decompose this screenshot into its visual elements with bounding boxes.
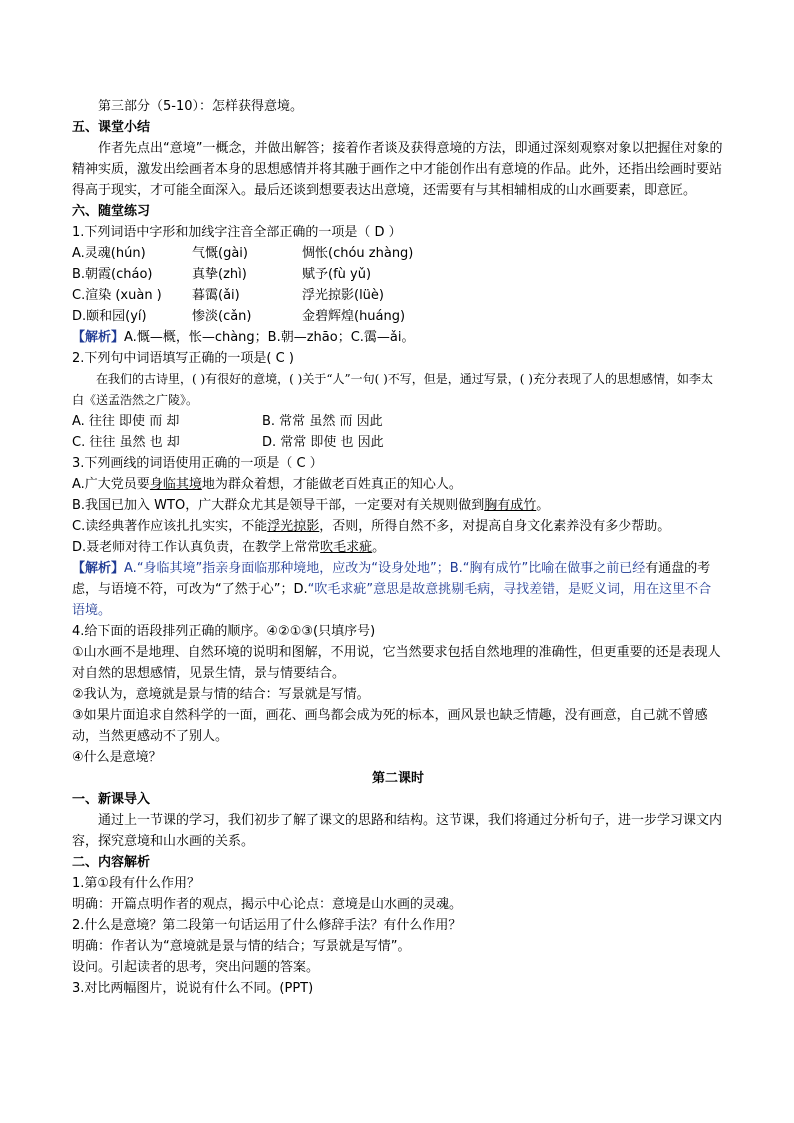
- q3-a-pre: A.广大党员要: [72, 477, 150, 492]
- q1-b-2: 真挚(zhì): [192, 267, 247, 282]
- q4-sentence-2: ②我认为，意境就是景与情的结合：写景就是写情。: [72, 687, 370, 702]
- q2-option-b: B. 常常 虽然 而 因此: [262, 414, 383, 429]
- q3-c-post: ，否则，所得自然不多，对提高自身文化素养没有多少帮助。: [319, 519, 671, 534]
- q3-d-post: 。: [372, 540, 386, 555]
- q1-c-3: 浮光掠影(lüè): [302, 288, 384, 303]
- q3-option-b: [72, 495, 724, 516]
- q4-sentence-4: ④什么是意境？: [72, 750, 162, 765]
- document-page: [72, 96, 724, 999]
- q3-a-post: 地为群众着想，才能做老百姓真正的知心人。: [201, 477, 462, 492]
- q4-sentence-3: ③如果片面追求自然科学的一面，画花、画鸟都会成为死的标本，画风景也缺乏情趣，没有画意，自己就不曾感动，当然更感动不了别人。: [72, 708, 708, 744]
- analysis-tag: 【解析】: [72, 330, 125, 345]
- q1-a-2: 气慨(gài): [192, 246, 248, 261]
- question-3: 3.下列画线的词语使用正确的一项是（ C ）: [72, 456, 323, 471]
- q2-option-d: D. 常常 即使 也 因此: [262, 435, 384, 450]
- q3-d-pre: D.聂老师对待工作认真负责，在教学上常常: [72, 540, 321, 555]
- part3-line: 第三部分（5-10）：怎样获得意境。: [98, 99, 304, 114]
- q3-analysis-part2: 有通盘的考虑，与语境不符，可改为“了然于心”；D.: [72, 561, 711, 597]
- q3-analysis-part1: A.“身临其境”指亲身面临那种境地，应改为“设身处地”；B.“胸有成竹”比喻在做事之前已经: [124, 561, 646, 576]
- content-q2: 2.什么是意境？第二段第一句话运用了什么修辞手法？有什么作用？: [72, 918, 462, 933]
- analysis-tag: 【解析】: [72, 561, 125, 576]
- summary-paragraph: 作者先点出“意境”一概念，并做出解答；接着作者谈及获得意境的方法，即通过深刻观察对象以把握住对象的精神实质，激发出绘画者本身的思想感情并将其融于画作之中才能创作出有意境的作品。此外，还指出绘画时要站得高于现实，才可能全面深入。最后还谈到想要表达出意境，还需要有与其相辅相成的山水画要素，即意匠。: [72, 141, 723, 198]
- q3-c-underlined: 浮光掠影: [267, 519, 320, 534]
- q1-d-3: 金碧辉煌(huáng): [302, 309, 406, 324]
- section-heading-analysis: 二、内容解析: [72, 855, 151, 870]
- q2-option-row: [72, 411, 724, 432]
- q4-sentence-1: ①山水画不是地理、自然环境的说明和图解，不用说，它当然要求包括自然地理的准确性，但更重要的还是表现人对自然的思想感情，见景生情，景与情要结合。: [72, 645, 721, 681]
- q2-option-c: C. 往往 虽然 也 却: [72, 435, 180, 450]
- question-1: 1.下列词语中字形和加线字注音全部正确的一项是（ D ）: [72, 225, 402, 240]
- q3-analysis: [72, 558, 724, 621]
- q3-c-pre: C.读经典著作应该扎扎实实，不能: [72, 519, 268, 534]
- q3-d-underlined: 吹毛求疵: [320, 540, 373, 555]
- q1-a-1: A.灵魂(hún): [72, 246, 146, 261]
- content-q1-answer: 明确：开篇点明作者的观点，揭示中心论点：意境是山水画的灵魂。: [72, 897, 463, 912]
- q3-b-pre: B.我国已加入 WTO，广大群众尤其是领导干部，一定要对有关规则做到: [72, 498, 485, 513]
- q3-a-underlined: 身临其境: [149, 477, 202, 492]
- q1-b-3: 赋予(fù yǔ): [302, 267, 372, 282]
- section-heading-intro: 一、新课导入: [72, 792, 151, 807]
- q1-option-row: [72, 285, 724, 306]
- content-q3: 3.对比两幅图片，说说有什么不同。(PPT): [72, 981, 314, 996]
- q1-b-1: B.朝霞(cháo): [72, 267, 153, 282]
- q1-c-2: 暮霭(ǎi): [192, 288, 240, 303]
- q1-analysis-text: A.慨—概，怅—chàng；B.朝—zhāo；C.霭—ǎi。: [124, 330, 415, 345]
- q2-option-a: A. 往往 即使 而 却: [72, 414, 180, 429]
- q1-d-1: D.颐和园(yí): [72, 309, 147, 324]
- q1-option-row: [72, 243, 724, 264]
- q1-c-1: C.渲染 (xuàn ): [72, 288, 162, 303]
- question-4: 4.给下面的语段排列正确的顺序。④②①③(只填序号): [72, 624, 376, 639]
- content-q1: 1.第①段有什么作用？: [72, 876, 201, 891]
- q1-analysis: [72, 327, 724, 348]
- q3-b-post: 。: [536, 498, 550, 513]
- question-2: 2.下列句中词语填写正确的一项是( C ): [72, 351, 294, 366]
- q1-option-row: [72, 306, 724, 327]
- section-heading-summary: 五、课堂小结: [72, 120, 151, 135]
- intro-paragraph: 通过上一节课的学习，我们初步了解了课文的思路和结构。这节课，我们将通过分析句子，进一步学习课文内容，探究意境和山水画的关系。: [72, 813, 723, 849]
- q1-a-3: 惆怅(chóu zhàng): [302, 246, 414, 261]
- lesson-2-title: 第二课时: [371, 771, 424, 786]
- q3-option-c: [72, 516, 724, 537]
- content-q2-answer-2: 设问。引起读者的思考，突出问题的答案。: [72, 960, 320, 975]
- q3-option-a: [72, 474, 724, 495]
- q1-option-row: [72, 264, 724, 285]
- q3-option-d: [72, 537, 724, 558]
- q2-option-row: [72, 432, 724, 453]
- q3-analysis-part3: “吹毛求疵”意思是故意挑剔毛病，寻找差错，是贬义词，用在这里不合语境。: [72, 582, 712, 618]
- content-q2-answer: 明确：作者认为“意境就是景与情的结合；写景就是写情”。: [72, 939, 411, 954]
- q1-d-2: 惨淡(cǎn): [192, 309, 252, 324]
- q2-stem: 在我们的古诗里，( )有很好的意境，( )关于“人”一句( )不写，但是，通过写景，( )充分表现了人的思想感情，如李太白《送孟浩然之广陵》。: [72, 372, 713, 407]
- q3-b-underlined: 胸有成竹: [484, 498, 537, 513]
- section-heading-practice: 六、随堂练习: [72, 204, 151, 219]
